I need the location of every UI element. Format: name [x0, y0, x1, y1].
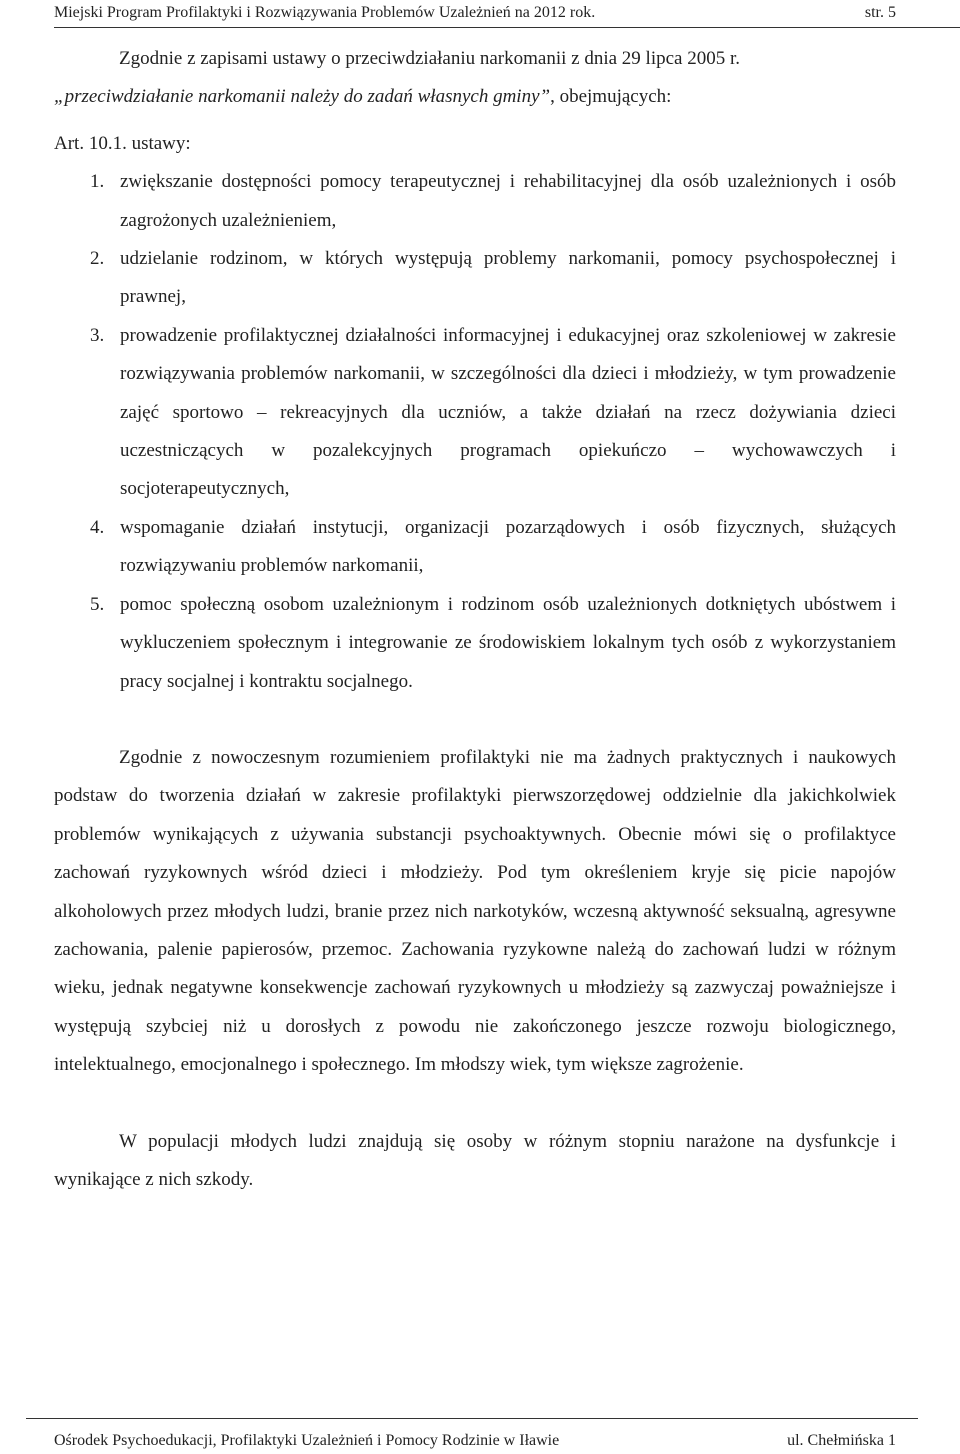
footer-rule [26, 1418, 918, 1419]
footer-organization: Ośrodek Psychoedukacji, Profilaktyki Uzależnień i Pomocy Rodzinie w Iławie [54, 1432, 560, 1449]
list-item-number: 4. [90, 516, 105, 538]
article-ref [54, 125, 896, 163]
list-item [90, 163, 896, 240]
body-paragraph-prevention: Zgodnie z nowoczesnym rozumieniem profilaktyki nie ma żadnych praktycznych i naukowych podstaw do tworzenia działań w zakresie profilaktyki pierwszorzędowej oddzielnie dla jakichkolwiek problemów wynikających z używania substancji psychoaktywnych. Obecnie mówi się o profilaktyce zachowań ryzykownych wśród dzieci i młodzieży. Pod tym określeniem kryje się picie napojów alkoholowych przez młodych ludzi, branie przez nich narkotyków, wczesną aktywność seksualną, agresywne zachowania, palenie papierosów, przemoc. Zachowania ryzykowne należą do zachowań ludzi w różnym wieku, jednak negatywne konsekwencje zachowań ryzykownych u młodzieży są zazwyczaj poważniejsze i występują szybciej niż u dorosłych z powodu nie zakończonego jeszcze rozwoju biologicznego, intelektualnego, emocjonalnego i społecznego. Im młodszy wiek, tym większe zagrożenie. [54, 746, 896, 1076]
spacer [54, 701, 896, 739]
list-item-number: 1. [90, 171, 105, 193]
intro-quote: „przeciwdziałanie narkomanii należy do zadań własnych gminy” [54, 86, 551, 108]
page-content [54, 40, 896, 1199]
list-item-text: udzielanie rodzinom, w których występują problemy narkomanii, pomocy psychospołecznej i prawnej, [120, 248, 896, 308]
list-item [90, 317, 896, 509]
list-item-text: prowadzenie profilaktycznej działalności informacyjnej i edukacyjnej oraz szkoleniowej w zakresie rozwiązywania problemów narkomanii, w szczególności dla dzieci i młodzieży, w tym prowadzenie zajęć sportowo – rekreacyjnych dla uczniów, a także działań na rzecz dożywiania dzieci uczestniczących w pozalekcyjnych programach opiekuńczo – wychowawczych i socjoterapeutycznych, [120, 324, 896, 500]
list-item-text: zwiększanie dostępności pomocy terapeutycznej i rehabilitacyjnej dla osób uzależnionych i osób zagrożonych uzależnieniem, [120, 171, 896, 231]
header-rule [54, 27, 960, 28]
intro-text: Zgodnie z zapisami ustawy o przeciwdziałaniu narkomanii z dnia 29 lipca 2005 r. [119, 48, 740, 69]
intro-after-quote: , obejmujących: [550, 86, 672, 108]
body-paragraph-population: W populacji młodych ludzi znajdują się osoby w różnym stopniu narażone na dysfunkcje i wynikające z nich szkody. [54, 1130, 896, 1190]
page-header [54, 0, 896, 26]
list-item-text: pomoc społeczną osobom uzależnionym i rodzinom osób uzależnionych dotkniętych ubóstwem i wykluczeniem społecznym i integrowanie ze środowiskiem lokalnym tych osób z wykorzystaniem pracy socjalnej i kontraktu socjalnego. [120, 593, 896, 692]
header-title: Miejski Program Profilaktyki i Rozwiązywania Problemów Uzależnień na 2012 rok. [54, 4, 596, 21]
list-item-number: 5. [90, 593, 105, 615]
page-footer [54, 1428, 896, 1454]
list-item-number: 3. [90, 324, 105, 346]
intro-quote-line [54, 78, 896, 116]
list-item [90, 509, 896, 586]
intro-line [54, 40, 896, 78]
list-item [90, 240, 896, 317]
list-item [90, 586, 896, 701]
list-item-number: 2. [90, 248, 105, 270]
list-item-text: wspomaganie działań instytucji, organizacji pozarządowych i osób fizycznych, służących rozwiązywaniu problemów narkomanii, [120, 516, 896, 577]
article-text: Art. 10.1. ustawy: [54, 132, 191, 154]
task-list [54, 163, 896, 701]
page-number: str. 5 [864, 4, 896, 21]
footer-address: ul. Chełmińska 1 [787, 1432, 896, 1449]
spacer [54, 1085, 896, 1123]
